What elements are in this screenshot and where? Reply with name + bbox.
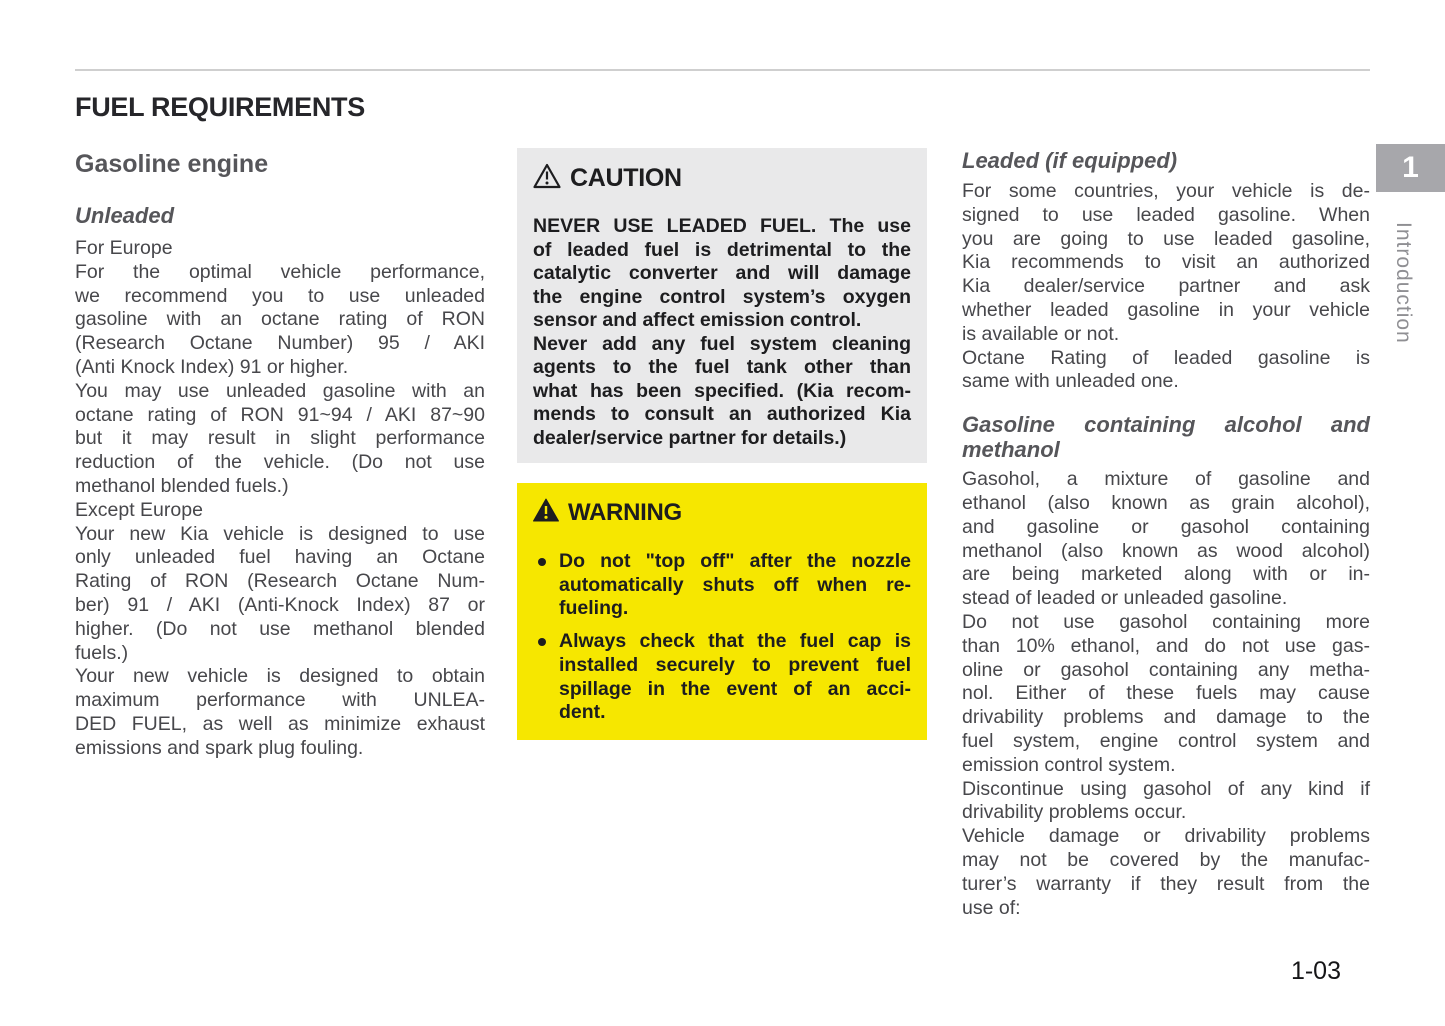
text-line: dealer/service partner for details.): [533, 426, 847, 449]
text-line: turer’s warranty if they result from the: [962, 872, 1370, 895]
text-line: emissions and spark plug fouling.: [75, 736, 364, 759]
text-line: Octane Rating of leaded gasoline is: [962, 346, 1370, 369]
warning-bullet-2: [533, 630, 911, 725]
chapter-label-vertical: Introduction: [1392, 222, 1415, 344]
text-line: of leaded fuel is detrimental to the: [533, 238, 911, 261]
text-line: only unleaded fuel having an Octane: [75, 546, 485, 569]
caution-title: CAUTION: [570, 164, 682, 192]
text-line: we recommend you to use unleaded: [75, 284, 485, 307]
text-line: nol. Either of these fuels may cause: [962, 682, 1370, 705]
warning-box: [517, 483, 927, 740]
text-line: emission control system.: [962, 753, 1176, 776]
text-line: whether leaded gasoline in your vehicle: [962, 298, 1370, 321]
text-line: (Research Octane Number) 95 / AKI: [75, 332, 485, 355]
bullet-icon: [538, 638, 546, 646]
text-line: octane rating of RON 91~94 / AKI 87~90: [75, 403, 485, 426]
text-line: the engine control system’s oxygen: [533, 285, 911, 308]
left-column: [75, 150, 485, 761]
text-line: is available or not.: [962, 322, 1120, 345]
text-line: same with unleaded one.: [962, 370, 1179, 393]
text-line: catalytic converter and will damage: [533, 262, 911, 284]
text-line: but it may result in slight performance: [75, 427, 485, 450]
text-line: gasoline with an octane rating of RON: [75, 308, 485, 331]
text-line: ethanol (also known as grain alcohol),: [962, 491, 1370, 514]
text-line: Your new Kia vehicle is designed to use: [75, 522, 485, 545]
text-line: Kia recommends to visit an authorized: [962, 251, 1370, 274]
warning-triangle-filled-icon: [533, 498, 559, 527]
chapter-number: 1: [1402, 151, 1419, 184]
caution-box: [517, 148, 927, 463]
text-line: you are going to use leaded gasoline,: [962, 227, 1370, 250]
text-line: DED FUEL, as well as minimize exhaust: [75, 712, 485, 735]
text-line: mends to consult an authorized Kia: [533, 403, 911, 425]
warning-bullet-1-text: [559, 550, 911, 621]
bullet-icon: [538, 558, 546, 566]
caution-body-text: [533, 215, 911, 450]
text-line: drivability problems occur.: [962, 801, 1187, 824]
subsection-heading-unleaded: Unleaded: [75, 203, 175, 228]
text-line: For the optimal vehicle performance,: [75, 260, 485, 283]
text-line: dent.: [559, 701, 606, 724]
text-line: Vehicle damage or drivability problems: [962, 825, 1370, 848]
text-line: use of:: [962, 896, 1021, 919]
text-line: agents to the fuel tank other than: [533, 356, 911, 378]
text-line: what has been specified. (Kia recom-: [533, 379, 911, 402]
warning-triangle-outline-icon: [533, 163, 561, 194]
text-line: automatically shuts off when re-: [559, 573, 911, 596]
text-line: Kia dealer/service partner and ask: [962, 275, 1370, 298]
text-line: fuel system, engine control system and: [962, 729, 1370, 752]
text-line: drivability problems and damage to the: [962, 706, 1370, 729]
text-line: are being marketed along with or in-: [962, 563, 1370, 586]
text-line: may not be covered by the manufac-: [962, 848, 1370, 871]
text-line: methanol blended fuels.): [75, 474, 289, 497]
text-line: Except Europe: [75, 498, 203, 521]
text-line: NEVER USE LEADED FUEL. The use: [533, 215, 911, 237]
text-line: Gasohol, a mixture of gasoline and: [962, 468, 1370, 491]
text-line: fueling.: [559, 597, 629, 620]
leaded-body-text: [962, 180, 1370, 394]
text-line: oline or gasohol containing any metha-: [962, 658, 1370, 681]
chapter-tab: [1376, 144, 1445, 192]
right-column: [962, 148, 1370, 920]
text-line: Rating of RON (Research Octane Num-: [75, 570, 485, 593]
text-line: Discontinue using gasohol of any kind if: [962, 777, 1370, 800]
text-line: Gasoline containing alcohol and: [962, 412, 1370, 438]
unleaded-body-text: [75, 237, 485, 761]
text-line: ber) 91 / AKI (Anti-Knock Index) 87 or: [75, 593, 485, 616]
warning-bullet-2-text: [559, 630, 911, 725]
text-line: Never add any fuel system cleaning: [533, 332, 911, 355]
subsection-heading-leaded: Leaded (if equipped): [962, 148, 1178, 173]
text-line: methanol: [962, 437, 1060, 463]
text-line: For some countries, your vehicle is de-: [962, 180, 1370, 202]
text-line: spillage in the event of an acci-: [559, 677, 911, 700]
text-line: For Europe: [75, 237, 173, 259]
text-line: fuels.): [75, 641, 129, 664]
text-line: signed to use leaded gasoline. When: [962, 203, 1370, 226]
page-title: FUEL REQUIREMENTS: [75, 92, 365, 122]
text-line: than 10% ethanol, and do not use gas-: [962, 634, 1370, 657]
text-line: sensor and affect emission control.: [533, 309, 862, 331]
text-line: reduction of the vehicle. (Do not use: [75, 451, 485, 474]
text-line: (Anti Knock Index) 91 or higher.: [75, 355, 349, 378]
text-line: Your new vehicle is designed to obtain: [75, 665, 485, 688]
gasohol-body-text: [962, 468, 1370, 920]
subsection-heading-gasoline-alcohol-methanol: [962, 412, 1370, 462]
text-line: maximum performance with UNLEA-: [75, 689, 485, 712]
text-line: methanol (also known as wood alcohol): [962, 539, 1370, 562]
top-divider: [75, 69, 1370, 71]
section-heading-gasoline-engine: Gasoline engine: [75, 150, 269, 178]
text-line: installed securely to prevent fuel: [559, 653, 911, 676]
text-line: Always check that the fuel cap is: [559, 630, 911, 653]
text-line: Do not "top off" after the nozzle: [559, 550, 911, 572]
text-line: higher. (Do not use methanol blended: [75, 617, 485, 640]
caution-title-row: [533, 163, 911, 194]
warning-title-row: [533, 498, 911, 527]
page-number: 1-03: [1290, 957, 1341, 985]
text-line: Do not use gasohol containing more: [962, 610, 1370, 633]
warning-title: WARNING: [568, 498, 682, 526]
text-line: You may use unleaded gasoline with an: [75, 379, 485, 402]
text-line: and gasoline or gasohol containing: [962, 515, 1370, 538]
warning-bullet-1: [533, 550, 911, 621]
text-line: stead of leaded or unleaded gasoline.: [962, 587, 1288, 610]
